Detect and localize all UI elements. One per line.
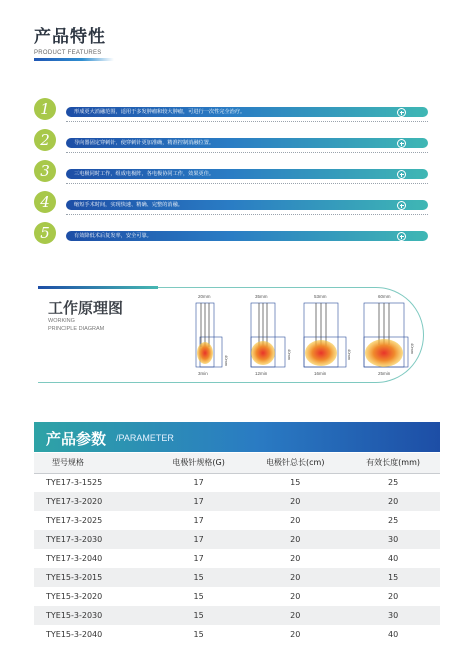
- cell-model: TYE17-3-2040: [34, 549, 153, 568]
- time-label: 25min: [378, 371, 391, 376]
- table-row: [34, 473, 440, 492]
- feature-bar: [66, 231, 428, 241]
- plus-icon[interactable]: [397, 170, 406, 179]
- ablation-diagram-graphic: [243, 293, 303, 379]
- ablation-diagram: [360, 293, 420, 379]
- ablation-zone: [197, 342, 213, 364]
- dotted-divider: [66, 214, 428, 215]
- feature-item: [34, 160, 404, 191]
- ablation-zone: [365, 339, 403, 367]
- width-label: 53mm: [314, 294, 327, 299]
- plus-icon[interactable]: [397, 108, 406, 117]
- features-list: [34, 98, 404, 253]
- cell-total-length: 20: [244, 625, 346, 644]
- principle-accent-bar: [38, 286, 158, 289]
- parameter-title-en: /PARAMETER: [116, 433, 174, 443]
- time-label: 12min: [255, 371, 268, 376]
- ablation-zone: [251, 341, 275, 365]
- cell-gauge: 17: [153, 549, 244, 568]
- principle-title-en: [48, 317, 104, 333]
- cell-effective-length: 40: [346, 549, 440, 568]
- time-label: 16min: [314, 371, 327, 376]
- cell-gauge: 17: [153, 473, 244, 492]
- feature-item: [34, 191, 404, 222]
- principle-en-line2: PRINCIPLE DIAGRAM: [48, 326, 105, 332]
- table-row: [34, 549, 440, 568]
- cell-total-length: 20: [244, 606, 346, 625]
- section-title-en: PRODUCT FEATURES: [34, 50, 102, 56]
- cell-gauge: 17: [153, 530, 244, 549]
- cell-effective-length: 25: [346, 473, 440, 492]
- cell-total-length: 20: [244, 530, 346, 549]
- cell-total-length: 20: [244, 511, 346, 530]
- cell-total-length: 15: [244, 473, 346, 492]
- feature-text: 形成更大消融范围，适用于多发肿瘤和较大肿瘤，可进行一次性完全治疗。: [74, 109, 246, 115]
- feature-text: 导向器固定穿刺针，使穿刺针更加准确，精准控制消融位置。: [74, 140, 215, 146]
- parameter-title-cn: 产品参数: [46, 430, 107, 448]
- section-title: [34, 22, 106, 56]
- cell-effective-length: 40: [346, 625, 440, 644]
- feature-number: 3: [34, 160, 56, 182]
- feature-text: 三电极同时工作，组成电极阵，各电极协同工作，效果更佳。: [74, 171, 215, 177]
- table-header-row: [34, 453, 440, 473]
- ablation-diagram: [300, 293, 360, 379]
- time-label: 3min: [198, 371, 208, 376]
- table-row: [34, 530, 440, 549]
- cell-model: TYE15-3-2040: [34, 625, 153, 644]
- cell-total-length: 20: [244, 492, 346, 511]
- column-header: 有效长度(mm): [346, 453, 440, 473]
- cell-gauge: 15: [153, 568, 244, 587]
- table-row: [34, 492, 440, 511]
- cell-effective-length: 20: [346, 587, 440, 606]
- table-row: [34, 587, 440, 606]
- cell-effective-length: 15: [346, 568, 440, 587]
- column-header: 电极针规格(G): [153, 453, 244, 473]
- ablation-diagram: [243, 293, 303, 379]
- feature-bar: [66, 200, 428, 210]
- plus-icon[interactable]: [397, 139, 406, 148]
- cell-gauge: 15: [153, 625, 244, 644]
- table-row: [34, 511, 440, 530]
- cell-total-length: 20: [244, 568, 346, 587]
- depth-label: 40mm: [224, 355, 229, 367]
- feature-number: 1: [34, 98, 56, 120]
- feature-number: 4: [34, 191, 56, 213]
- feature-text: 缩短手术时间，实现快速、精确、完整的消融。: [74, 202, 183, 208]
- width-label: 35mm: [255, 294, 268, 299]
- column-header: 型号规格: [34, 453, 153, 473]
- cell-total-length: 20: [244, 549, 346, 568]
- working-principle-panel: [38, 287, 424, 383]
- depth-label: 40mm: [410, 343, 415, 355]
- principle-title-cn: 工作原理图: [48, 299, 124, 317]
- cell-total-length: 20: [244, 587, 346, 606]
- depth-label: 40mm: [347, 349, 352, 361]
- column-header: 电极针总长(cm): [244, 453, 346, 473]
- cell-gauge: 17: [153, 492, 244, 511]
- ablation-diagram-graphic: [360, 293, 420, 379]
- section-title-cn: 产品特性: [34, 27, 106, 47]
- principle-en-line1: WORKING: [48, 318, 75, 324]
- cell-model: TYE17-3-2025: [34, 511, 153, 530]
- dotted-divider: [66, 121, 428, 122]
- cell-model: TYE17-3-1525: [34, 473, 153, 492]
- feature-item: [34, 98, 404, 129]
- cell-model: TYE17-3-2020: [34, 492, 153, 511]
- cell-effective-length: 20: [346, 492, 440, 511]
- cell-model: TYE15-3-2030: [34, 606, 153, 625]
- feature-bar: [66, 138, 428, 148]
- ablation-zone: [305, 340, 337, 366]
- parameter-table: [34, 453, 440, 644]
- cell-gauge: 15: [153, 587, 244, 606]
- feature-item: [34, 129, 404, 160]
- cell-gauge: 15: [153, 606, 244, 625]
- depth-label: 40mm: [287, 349, 292, 361]
- feature-bar: [66, 169, 428, 179]
- feature-text: 有效降低术后复发率，安全可靠。: [74, 233, 152, 239]
- parameter-header: [34, 422, 440, 452]
- cell-effective-length: 25: [346, 511, 440, 530]
- table-row: [34, 606, 440, 625]
- dotted-divider: [66, 183, 428, 184]
- cell-model: TYE15-3-2015: [34, 568, 153, 587]
- feature-number: 2: [34, 129, 56, 151]
- plus-icon[interactable]: [397, 232, 406, 241]
- plus-icon[interactable]: [397, 201, 406, 210]
- dotted-divider: [66, 152, 428, 153]
- table-row: [34, 568, 440, 587]
- cell-model: TYE17-3-2030: [34, 530, 153, 549]
- feature-number: 5: [34, 222, 56, 244]
- cell-gauge: 17: [153, 511, 244, 530]
- cell-effective-length: 30: [346, 530, 440, 549]
- ablation-diagram-graphic: [190, 293, 250, 379]
- ablation-diagram: [190, 293, 250, 379]
- feature-bar: [66, 107, 428, 117]
- feature-item: [34, 222, 404, 253]
- width-label: 60mm: [378, 294, 391, 299]
- cell-model: TYE15-3-2020: [34, 587, 153, 606]
- cell-effective-length: 30: [346, 606, 440, 625]
- width-label: 20mm: [198, 294, 211, 299]
- title-accent-bar: [34, 58, 114, 61]
- ablation-diagram-graphic: [300, 293, 360, 379]
- table-row: [34, 625, 440, 644]
